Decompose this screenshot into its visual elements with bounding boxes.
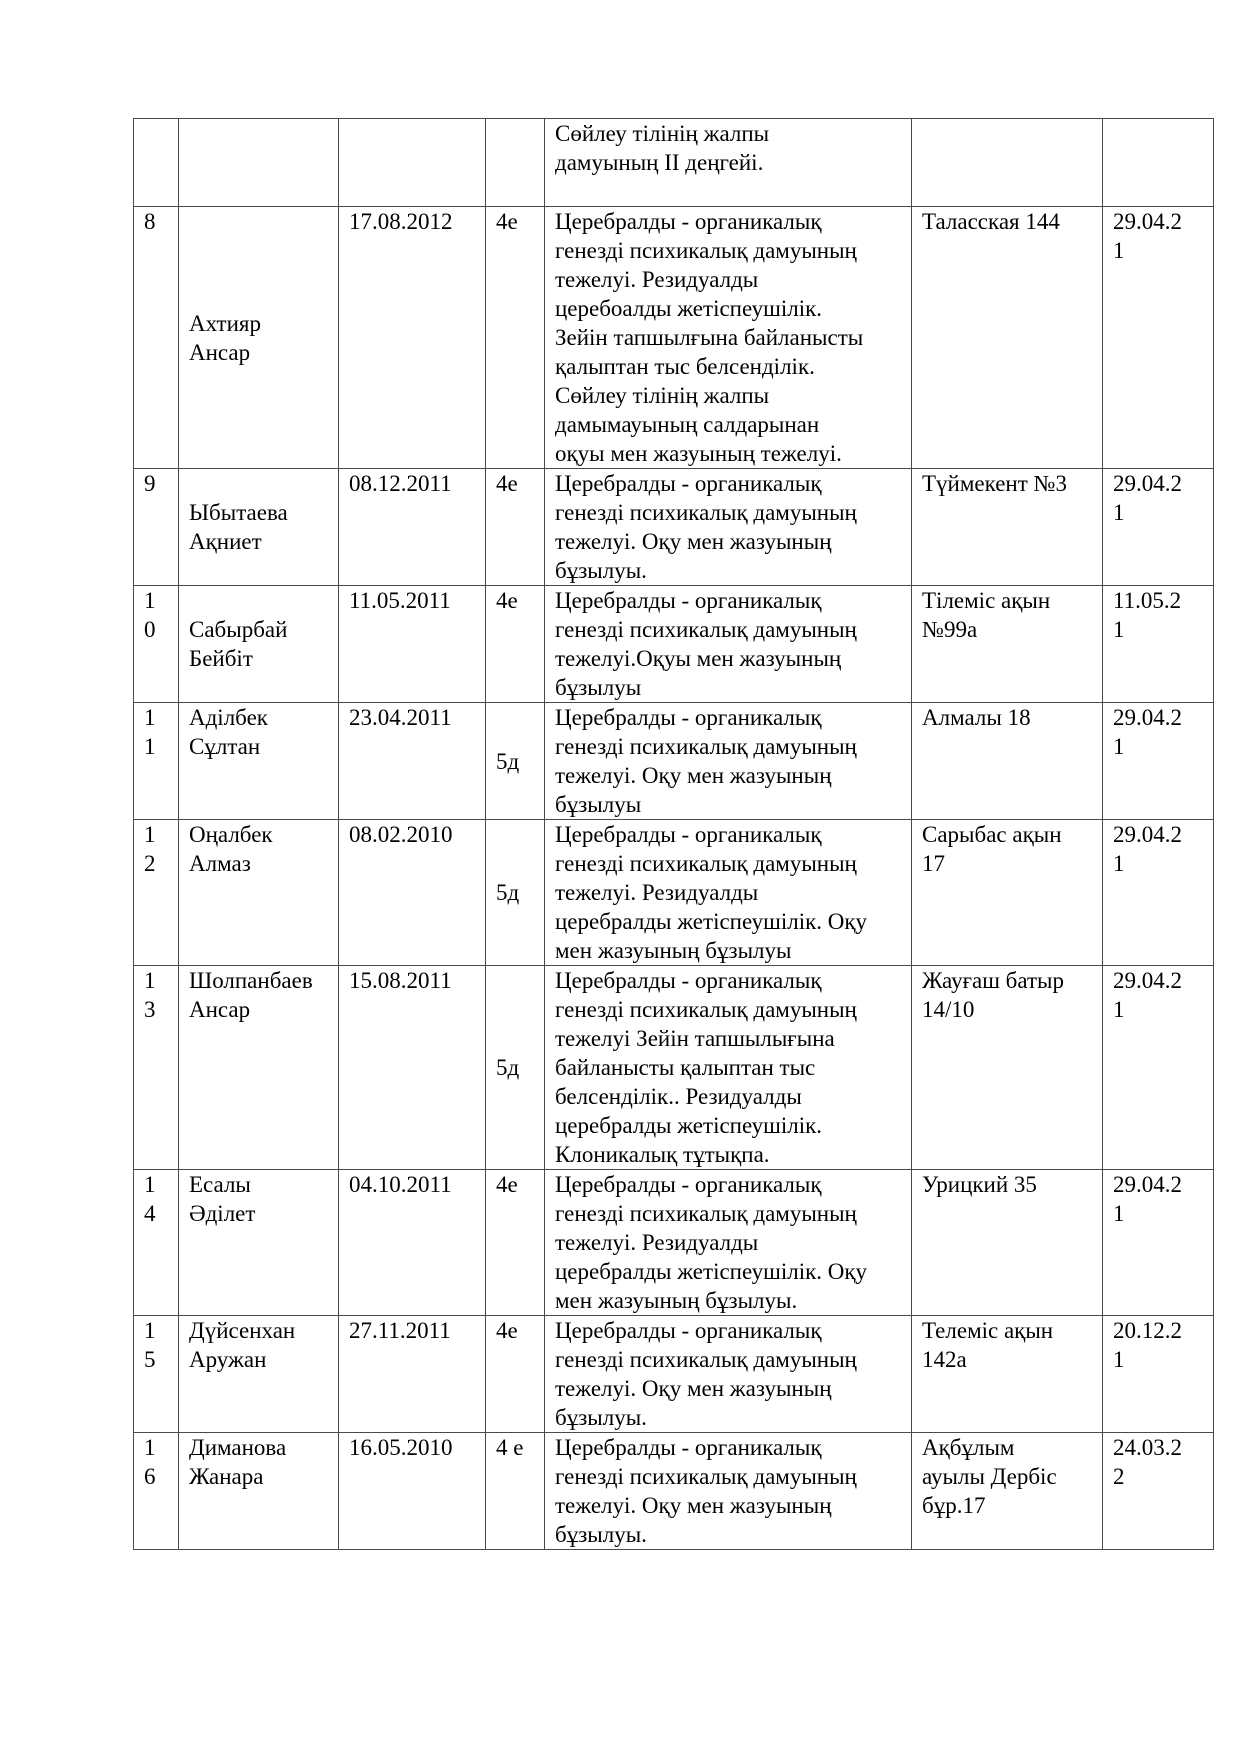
date-line: 29.04.2 [1113, 1172, 1182, 1197]
row-number-cell [134, 586, 179, 703]
date-line: 20.12.2 [1113, 1318, 1182, 1343]
diagnosis-line: бұзылуы [555, 792, 642, 817]
student-name-line: Алмаз [189, 851, 251, 876]
diagnosis-line: мен жазуының бұзылуы [555, 938, 792, 963]
diagnosis-line: Сөйлеу тілінің жалпы [555, 121, 770, 146]
row-number-digit: 5 [144, 1347, 156, 1372]
table-row [134, 207, 1214, 469]
diagnosis-line: церебралды жетіспеушілік. Оқу [555, 1259, 868, 1284]
student-name-line: Ансар [189, 997, 251, 1022]
birth-date: 15.08.2011 [349, 968, 452, 993]
row-number-digit: 1 [144, 1435, 156, 1460]
diagnosis-cell [545, 119, 912, 207]
address-cell [912, 119, 1103, 207]
birth-date-cell [339, 586, 486, 703]
table-row [134, 1316, 1214, 1433]
diagnosis-line: Церебралды - органикалық [555, 588, 822, 613]
student-name-cell [179, 119, 339, 207]
address-cell [912, 703, 1103, 820]
class-cell [486, 207, 545, 469]
class-label: 4е [496, 1318, 518, 1343]
diagnosis-line: Сөйлеу тілінің жалпы [555, 383, 770, 408]
diagnosis-line: генезді психикалық дамуының [555, 500, 857, 525]
row-number-digit: 9 [144, 471, 156, 496]
class-cell [486, 966, 545, 1170]
row-number-digit: 1 [144, 705, 156, 730]
row-number-cell [134, 1316, 179, 1433]
student-name-line: Оңалбек [189, 822, 273, 847]
address-line: ауылы Дербіс [922, 1464, 1057, 1489]
birth-date: 04.10.2011 [349, 1172, 452, 1197]
address-line: №99а [922, 617, 978, 642]
address-line: Сарыбас ақын [922, 822, 1062, 847]
date-cell [1103, 207, 1214, 469]
diagnosis-line: бұзылуы. [555, 558, 647, 583]
diagnosis-line: Церебралды - органикалық [555, 1318, 822, 1343]
diagnosis-line: Церебралды - органикалық [555, 1435, 822, 1460]
student-name-cell [179, 966, 339, 1170]
diagnosis-line: генезді психикалық дамуының [555, 238, 857, 263]
address-cell [912, 1316, 1103, 1433]
date-line: 1 [1113, 851, 1125, 876]
student-name-line: Шолпанбаев [189, 968, 313, 993]
diagnosis-line: дамымауының салдарынан [555, 412, 820, 437]
table-row [134, 586, 1214, 703]
birth-date-cell [339, 1170, 486, 1316]
diagnosis-line: бұзылуы. [555, 1522, 647, 1547]
address-cell [912, 207, 1103, 469]
date-line: 1 [1113, 238, 1125, 263]
address-line: Тілеміс ақын [922, 588, 1051, 613]
class-label: 4е [496, 209, 518, 234]
diagnosis-cell [545, 1316, 912, 1433]
student-name-cell [179, 820, 339, 966]
date-line: 29.04.2 [1113, 471, 1182, 496]
student-name-cell [179, 469, 339, 586]
student-name-line: Сұлтан [189, 734, 261, 759]
row-number-cell [134, 207, 179, 469]
diagnosis-line: тежелуі Зейін тапшылығына [555, 1026, 835, 1051]
date-cell [1103, 1316, 1214, 1433]
row-number-cell [134, 820, 179, 966]
diagnosis-line: тежелуі. Резидуалды [555, 1230, 759, 1255]
table-row [134, 966, 1214, 1170]
address-line: 14/10 [922, 997, 975, 1022]
date-line: 24.03.2 [1113, 1435, 1182, 1460]
date-line: 1 [1113, 617, 1125, 642]
diagnosis-line: церебралды жетіспеушілік. Оқу [555, 909, 868, 934]
row-number-digit: 1 [144, 734, 156, 759]
class-label: 4 е [496, 1435, 524, 1460]
date-cell [1103, 586, 1214, 703]
date-line: 1 [1113, 734, 1125, 759]
row-number-cell [134, 966, 179, 1170]
student-name-cell [179, 1316, 339, 1433]
students-table [133, 118, 1214, 1550]
student-name-line: Ыбытаева [189, 500, 288, 525]
row-number-digit: 1 [144, 968, 156, 993]
birth-date-cell [339, 119, 486, 207]
date-cell [1103, 1170, 1214, 1316]
birth-date-cell [339, 703, 486, 820]
date-line: 29.04.2 [1113, 968, 1182, 993]
student-name-line: Бейбіт [189, 646, 253, 671]
date-line: 1 [1113, 500, 1125, 525]
student-name-line: Әділет [189, 1201, 256, 1226]
diagnosis-line: генезді психикалық дамуының [555, 1201, 857, 1226]
class-cell [486, 119, 545, 207]
birth-date: 16.05.2010 [349, 1435, 453, 1460]
diagnosis-cell [545, 1433, 912, 1550]
student-name-cell [179, 1433, 339, 1550]
diagnosis-line: генезді психикалық дамуының [555, 851, 857, 876]
row-number-digit: 6 [144, 1464, 156, 1489]
row-number-digit: 0 [144, 617, 156, 642]
row-number-digit: 2 [144, 851, 156, 876]
table-row [134, 119, 1214, 207]
birth-date: 08.12.2011 [349, 471, 452, 496]
address-line: 142а [922, 1347, 967, 1372]
diagnosis-line: Церебралды - органикалық [555, 1172, 822, 1197]
date-cell [1103, 1433, 1214, 1550]
diagnosis-cell [545, 703, 912, 820]
address-line: бұр.17 [922, 1493, 986, 1518]
student-name-line: Аділбек [189, 705, 268, 730]
row-number-digit: 4 [144, 1201, 156, 1226]
row-number-cell [134, 469, 179, 586]
diagnosis-line: церебоалды жетіспеушілік. [555, 296, 823, 321]
diagnosis-line: Церебралды - органикалық [555, 471, 822, 496]
address-line: Ақбұлым [922, 1435, 1015, 1460]
address-line: Телеміс ақын [922, 1318, 1054, 1343]
student-name-line: Сабырбай [189, 617, 288, 642]
class-label: 4е [496, 588, 518, 613]
date-cell [1103, 703, 1214, 820]
student-name-line: Диманова [189, 1435, 287, 1460]
diagnosis-line: тежелуі. Резидуалды [555, 267, 759, 292]
row-number-digit: 1 [144, 822, 156, 847]
birth-date-cell [339, 1316, 486, 1433]
date-line: 1 [1113, 1347, 1125, 1372]
diagnosis-line: Церебралды - органикалық [555, 822, 822, 847]
address-line: Түймекент №3 [922, 471, 1067, 496]
date-line: 1 [1113, 1201, 1125, 1226]
address-line: Таласская 144 [922, 209, 1060, 234]
class-cell [486, 586, 545, 703]
date-line: 1 [1113, 997, 1125, 1022]
diagnosis-cell [545, 820, 912, 966]
date-cell [1103, 966, 1214, 1170]
table-row [134, 1170, 1214, 1316]
birth-date: 08.02.2010 [349, 822, 453, 847]
diagnosis-line: генезді психикалық дамуының [555, 734, 857, 759]
row-number-cell [134, 119, 179, 207]
diagnosis-line: бұзылуы [555, 675, 642, 700]
class-label: 4е [496, 1172, 518, 1197]
date-line: 29.04.2 [1113, 209, 1182, 234]
table-row [134, 1433, 1214, 1550]
diagnosis-cell [545, 966, 912, 1170]
date-line: 29.04.2 [1113, 705, 1182, 730]
student-name-line: Жанара [189, 1464, 264, 1489]
date-line: 29.04.2 [1113, 822, 1182, 847]
date-cell [1103, 469, 1214, 586]
address-line: Жауғаш батыр [922, 968, 1064, 993]
birth-date-cell [339, 966, 486, 1170]
diagnosis-line: тежелуі.Оқуы мен жазуының [555, 646, 842, 671]
diagnosis-line: тежелуі. Оқу мен жазуының [555, 1376, 832, 1401]
row-number-digit: 1 [144, 588, 156, 613]
student-name-line: Ақниет [189, 529, 262, 554]
student-name-line: Аружан [189, 1347, 267, 1372]
class-cell [486, 1433, 545, 1550]
student-name-cell [179, 1170, 339, 1316]
diagnosis-line: мен жазуының бұзылуы. [555, 1288, 798, 1313]
diagnosis-line: генезді психикалық дамуының [555, 1347, 857, 1372]
date-cell [1103, 820, 1214, 966]
diagnosis-line: Зейін тапшылғына байланысты [555, 325, 864, 350]
table-body [134, 119, 1214, 1550]
class-cell [486, 1170, 545, 1316]
student-name-line: Дүйсенхан [189, 1318, 296, 1343]
table-row [134, 703, 1214, 820]
row-number-digit: 8 [144, 209, 156, 234]
row-number-digit: 3 [144, 997, 156, 1022]
birth-date: 17.08.2012 [349, 209, 453, 234]
class-label: 5д [496, 1055, 520, 1080]
address-line: 17 [922, 851, 945, 876]
diagnosis-line: генезді психикалық дамуының [555, 1464, 857, 1489]
table-row [134, 469, 1214, 586]
diagnosis-line: дамуының ІІ деңгейі. [555, 150, 764, 175]
diagnosis-line: генезді психикалық дамуының [555, 617, 857, 642]
diagnosis-line: оқуы мен жазуының тежелуі. [555, 441, 842, 466]
diagnosis-line: тежелуі. Оқу мен жазуының [555, 1493, 832, 1518]
class-cell [486, 820, 545, 966]
birth-date: 23.04.2011 [349, 705, 452, 730]
birth-date-cell [339, 820, 486, 966]
birth-date-cell [339, 207, 486, 469]
address-cell [912, 820, 1103, 966]
class-cell [486, 1316, 545, 1433]
diagnosis-line: Церебралды - органикалық [555, 209, 822, 234]
student-name-line: Есалы [189, 1172, 251, 1197]
birth-date: 11.05.2011 [349, 588, 451, 613]
address-cell [912, 1170, 1103, 1316]
address-line: Урицкий 35 [922, 1172, 1037, 1197]
class-cell [486, 703, 545, 820]
diagnosis-line: генезді психикалық дамуының [555, 997, 857, 1022]
diagnosis-line: тежелуі. Резидуалды [555, 880, 759, 905]
table-row [134, 820, 1214, 966]
birth-date-cell [339, 1433, 486, 1550]
date-line: 2 [1113, 1464, 1125, 1489]
diagnosis-line: Церебралды - органикалық [555, 705, 822, 730]
diagnosis-line: тежелуі. Оқу мен жазуының [555, 763, 832, 788]
diagnosis-cell [545, 586, 912, 703]
address-line: Алмалы 18 [922, 705, 1031, 730]
class-label: 5д [496, 880, 520, 905]
student-name-cell [179, 586, 339, 703]
class-label: 4е [496, 471, 518, 496]
address-cell [912, 966, 1103, 1170]
diagnosis-line: Церебралды - органикалық [555, 968, 822, 993]
diagnosis-line: Клоникалық тұтықпа. [555, 1142, 770, 1167]
diagnosis-cell [545, 469, 912, 586]
diagnosis-line: белсенділік.. Резидуалды [555, 1084, 802, 1109]
row-number-cell [134, 703, 179, 820]
address-cell [912, 586, 1103, 703]
diagnosis-line: церебралды жетіспеушілік. [555, 1113, 823, 1138]
diagnosis-line: байланысты қалыптан тыс [555, 1055, 816, 1080]
diagnosis-line: қалыптан тыс белсенділік. [555, 354, 815, 379]
birth-date-cell [339, 469, 486, 586]
student-name-line: Ахтияр [189, 310, 261, 336]
date-cell [1103, 119, 1214, 207]
row-number-digit: 1 [144, 1172, 156, 1197]
class-label: 5д [496, 748, 520, 774]
student-name-line: Ансар [189, 339, 251, 365]
class-cell [486, 469, 545, 586]
diagnosis-cell [545, 1170, 912, 1316]
diagnosis-cell [545, 207, 912, 469]
row-number-digit: 1 [144, 1318, 156, 1343]
row-number-cell [134, 1433, 179, 1550]
diagnosis-line: бұзылуы. [555, 1405, 647, 1430]
address-cell [912, 469, 1103, 586]
address-cell [912, 1433, 1103, 1550]
student-name-cell [179, 703, 339, 820]
row-number-cell [134, 1170, 179, 1316]
date-line: 11.05.2 [1113, 588, 1182, 613]
diagnosis-line: тежелуі. Оқу мен жазуының [555, 529, 832, 554]
birth-date: 27.11.2011 [349, 1318, 451, 1343]
student-name-cell [179, 207, 339, 469]
